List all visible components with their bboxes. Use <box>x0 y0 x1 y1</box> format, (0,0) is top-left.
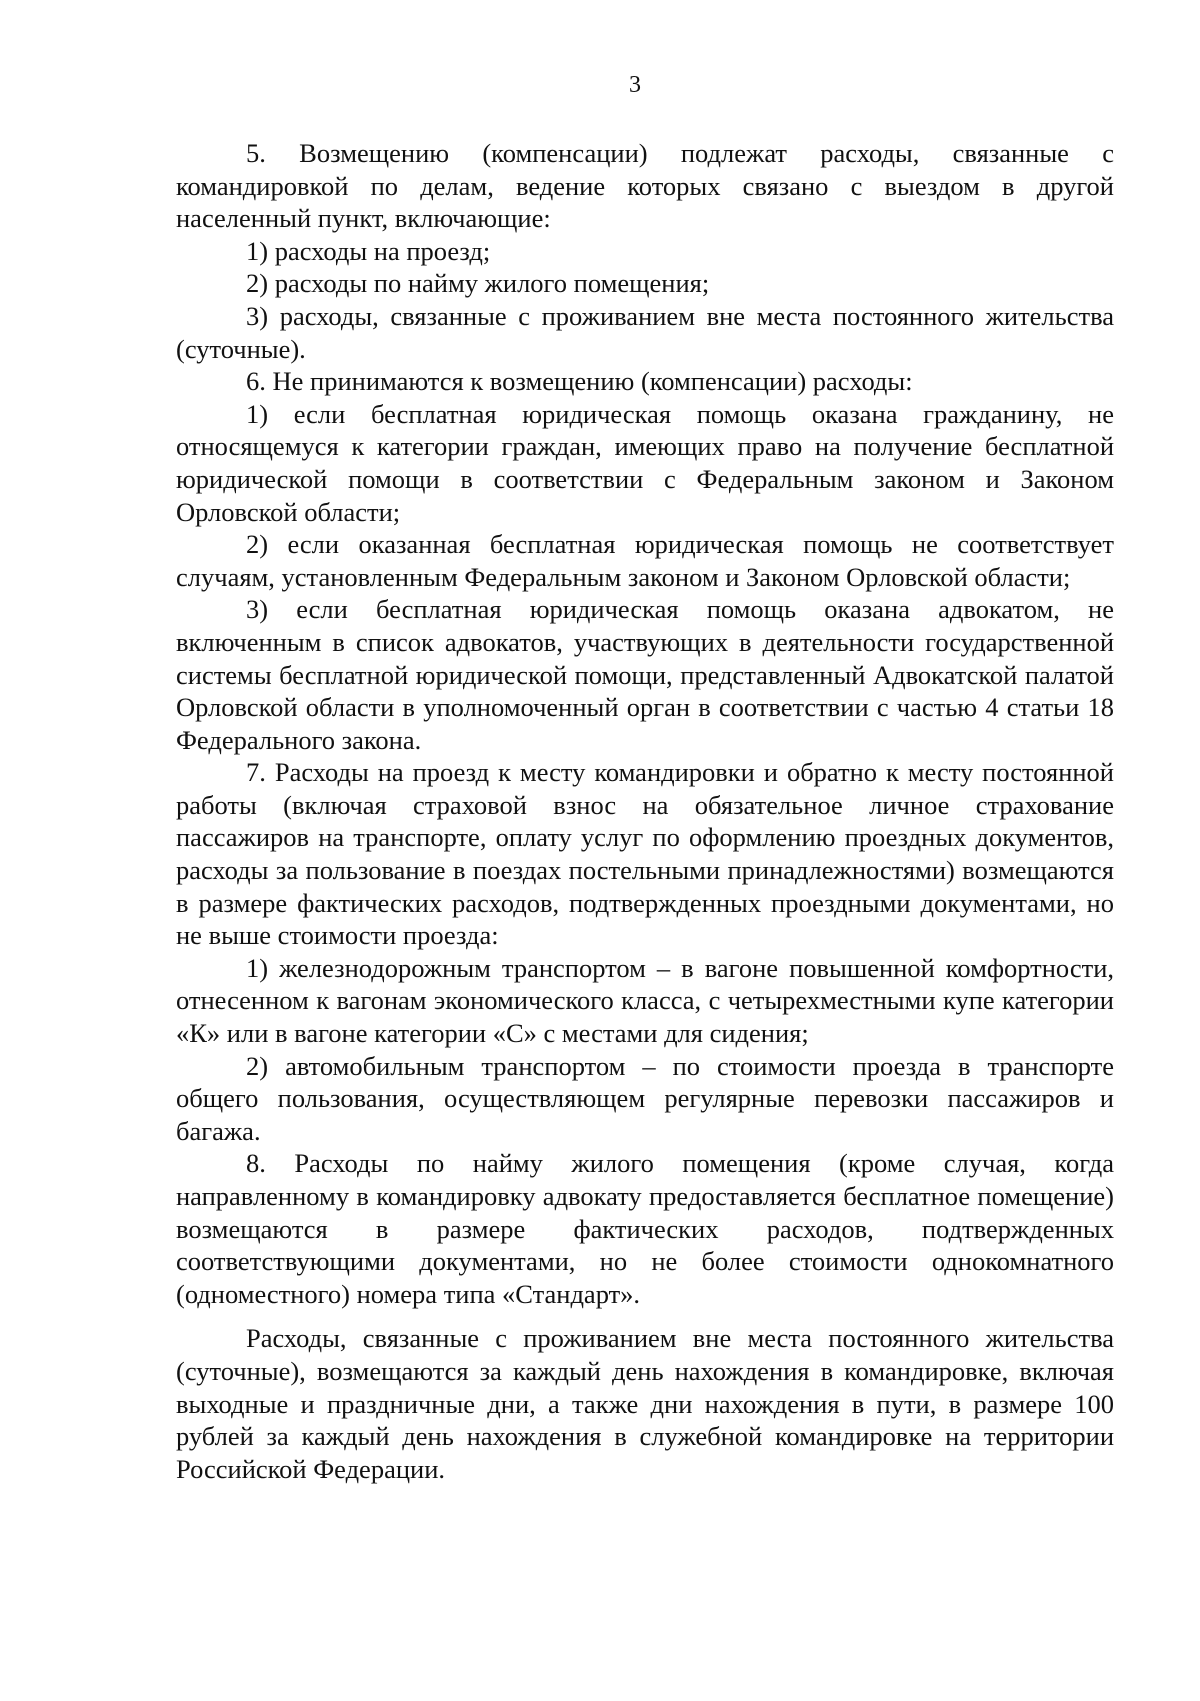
paragraph-item-5: 5. Возмещению (компенсации) подлежат расходы, связанные с командировкой по делам, ведение которых связано с выездом в другой населенный пункт, включающие: <box>176 138 1114 234</box>
paragraph-item-7-sub-1: 1) железнодорожным транспортом – в вагоне повышенной комфортности, отнесенном к вагонам экономического класса, с четырехместными купе категории «К» или в вагоне категории «С» с местами для сидения; <box>176 952 1114 1049</box>
paragraph-item-6-sub-2: 2) если оказанная бесплатная юридическая помощь не соответствует случаям, установленным Федеральным законом и Законом Орловской области; <box>176 529 1114 592</box>
paragraph-item-6: 6. Не принимаются к возмещению (компенсации) расходы: <box>246 366 913 397</box>
paragraph-item-5-sub-3: 3) расходы, связанные с проживанием вне места постоянного жительства (суточные). <box>176 300 1114 364</box>
paragraph-item-6-sub-3: 3) если бесплатная юридическая помощь оказана адвокатом, не включенным в список адвокатов, участвующих в деятельности государственной системы бесплатной юридической помощи, представленный Адвокатской палатой Орловской области в уполномоченный орган в соответствии с частью 4 статьи 18 Федерального закона. <box>176 594 1114 755</box>
paragraph-item-7-sub-2: 2) автомобильным транспортом – по стоимости проезда в транспорте общего пользования, осуществляющем регулярные перевозки пассажиров и багажа. <box>176 1050 1114 1146</box>
paragraph-item-8-daily-allowance: Расходы, связанные с проживанием вне места постоянного жительства (суточные), возмещаются за каждый день нахождения в командировке, включая выходные и праздничные дни, а также дни нахождения в пути, в размере 100 рублей за каждый день нахождения в служебной командировке на территории Российской Федерации. <box>176 1323 1114 1484</box>
paragraph-item-5-sub-1: 1) расходы на проезд; <box>246 235 491 266</box>
paragraph-item-5-sub-2: 2) расходы по найму жилого помещения; <box>246 268 710 299</box>
paragraph-item-6-sub-1: 1) если бесплатная юридическая помощь оказана гражданину, не относящемуся к категории граждан, имеющих право на получение бесплатной юридической помощи в соответствии с Федеральным законом и Законом Орловской области; <box>176 398 1114 527</box>
paragraph-item-7: 7. Расходы на проезд к месту командировки и обратно к месту постоянной работы (включая страховой взнос на обязательное личное страхование пассажиров на транспорте, оплату услуг по оформлению проездных документов, расходы за пользование в поездах постельными принадлежностями) возмещаются в размере фактических расходов, подтвержденных проездными документами, но не выше стоимости проезда: <box>176 757 1114 951</box>
paragraph-item-8: 8. Расходы по найму жилого помещения (кроме случая, когда направленному в командировку адвокату предоставляется бесплатное помещение) возмещаются в размере фактических расходов, подтвержденных соответствующими документами, но не более стоимости однокомнатного (одноместного) номера типа «Стандарт». <box>176 1148 1114 1309</box>
document-body <box>176 137 1114 1485</box>
page-number: 3 <box>629 72 641 98</box>
